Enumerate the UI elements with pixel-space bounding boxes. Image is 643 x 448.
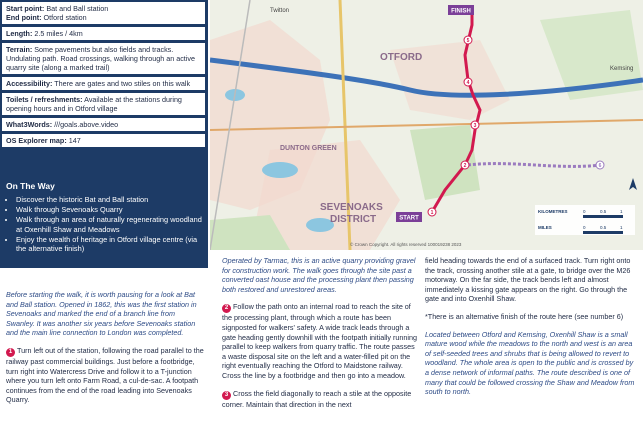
scale-bar	[535, 205, 635, 235]
place-label: DUNTON GREEN	[280, 145, 337, 152]
column-1	[6, 290, 204, 413]
svg-text:KILOMETRES: KILOMETRES	[538, 209, 568, 214]
station-intro: Before starting the walk, it is worth pausing for a look at Bat and Ball station. Opened in 1862, this was the first station in Sevenoaks and marked the end of a branch line from Swanley. It was another six years before Sevenoaks station and the main line connection to London was completed.	[6, 290, 197, 338]
on-the-way-title: On The Way	[6, 181, 55, 191]
step-number-badge: 3	[222, 391, 231, 400]
step-1: 1 Turn left out of the station, following the road parallel to the railway past commercial buildings. Just before a footbridge, turn right into Watercress Drive and follow it to a T-junction where you turn left onto Farm Road, a cul-de-sac. A footpath continues from the end of the road leading into Sevenoaks Quarry.	[6, 345, 204, 405]
quarry-intro: Operated by Tarmac, this is an active quarry providing gravel for construction work. The walk goes through the site past a converted oast house and the processing plant then passing both restored and unrestored areas.	[222, 256, 416, 294]
step-number-badge: 1	[6, 348, 15, 357]
finish-badge	[448, 5, 474, 15]
lake	[262, 162, 298, 178]
waypoint-marker[interactable]	[461, 161, 469, 169]
svg-text:6: 6	[598, 163, 602, 169]
place-label: OTFORD	[380, 52, 423, 63]
svg-text:START: START	[399, 215, 419, 222]
list-item: • Walk through an area of naturally regenerating woodland at Oxenhill Shaw and Meadows	[16, 215, 204, 233]
info-panel	[0, 0, 208, 268]
place-label: SEVENOAKS	[320, 202, 383, 213]
terrain-row: Terrain: Some pavements but also fields and tracks. Undulating path. Road crossings, walking through an active quarry site (along a marked trail)	[2, 43, 205, 74]
svg-text:1: 1	[620, 225, 623, 230]
svg-text:1: 1	[620, 209, 623, 214]
svg-text:3: 3	[473, 123, 477, 129]
svg-text:0.5: 0.5	[600, 209, 607, 214]
start-badge	[396, 212, 422, 222]
place-label: DISTRICT	[330, 214, 377, 225]
svg-text:1: 1	[430, 210, 434, 216]
svg-text:0: 0	[583, 225, 586, 230]
place-label: Kemsing	[610, 66, 634, 72]
toilets-row: Toilets / refreshments: Available at the stations during opening hours and in Otford village	[2, 93, 205, 115]
map-svg	[210, 0, 643, 250]
waypoint-marker[interactable]	[428, 208, 436, 216]
list-item: • Walk through Sevenoaks Quarry	[16, 205, 204, 214]
svg-text:0: 0	[583, 209, 586, 214]
column-3	[425, 256, 637, 405]
list-item: • Enjoy the wealth of heritage in Otford village centre (via the alternative finish)	[16, 235, 204, 253]
start-point-value: Bat and Ball station	[46, 4, 109, 13]
os-map-row: OS Explorer map: 147	[2, 134, 205, 147]
place-label: Twitton	[270, 8, 290, 14]
step-number-badge: 2	[222, 304, 231, 313]
route-info	[2, 2, 205, 150]
on-the-way-list	[6, 195, 204, 253]
what3words-row: What3Words: ///goals.above.video	[2, 118, 205, 131]
step-3: 3 Cross the field diagonally to reach a stile at the opposite corner. Maintain that direction in the next	[222, 388, 412, 409]
waypoint-marker[interactable]	[464, 36, 472, 44]
oxenhill-intro: Located between Otford and Kemsing, Oxenhill Shaw is a small mature wood while the meadows to the north and west is an area of self-seeded trees and shrubs that is being allowed to revert to woodland. The whole area is open to the public and is crossed by a dense network of informal paths. The route described is one of many that could be followed crossing the Shaw and Meadow from south to north.	[425, 329, 635, 397]
end-point-value: Otford station	[43, 13, 87, 22]
svg-text:2: 2	[463, 163, 467, 169]
route-map[interactable]	[210, 0, 643, 250]
column-2	[222, 256, 418, 417]
svg-text:4: 4	[466, 80, 470, 86]
on-the-way	[6, 181, 204, 254]
step-3-continued: field heading towards the end of a surfaced track. Turn right onto the track, crossing another stile at a gate, to bridge over the M26 motorway. On the far side, the track bends left and almost immediately a kissing gate appears on the right. Go through the gate and into Oxenhill Shaw.	[425, 256, 631, 304]
start-point-row: Start point: Bat and Ball station End point: Otford station	[2, 2, 205, 24]
waypoint-marker[interactable]	[471, 121, 479, 129]
svg-text:0.5: 0.5	[600, 225, 607, 230]
alternative-finish-note: *There is an alternative finish of the route here (see number 6)	[425, 311, 624, 321]
accessibility-row: Accessibility: There are gates and two stiles on this walk	[2, 77, 205, 90]
map-copyright: © Crown Copyright. All rights reserved 100019238 2023	[350, 242, 462, 247]
list-item: • Discover the historic Bat and Ball station	[16, 195, 204, 204]
svg-text:MILES: MILES	[538, 225, 552, 230]
what3words-link[interactable]: ///goals.above.video	[54, 120, 119, 129]
waypoint-marker[interactable]	[596, 161, 604, 169]
step-2: 2 Follow the path onto an internal road to reach the site of the processing plant, through which a route has been signposted for walkers' safety. A wide track leads through a gate heading gently downhill with the footpath initially running parallel to keep walkers from quarry traffic. The route passes a waste disposal site on the left and a water-filled pit on the right eventually reaching the Otford to Maidstone railway. Cross the line by a footbridge and then go into a meadow.	[222, 302, 417, 380]
waypoint-marker[interactable]	[464, 78, 472, 86]
svg-text:FINISH: FINISH	[451, 8, 471, 15]
length-row: Length: 2.5 miles / 4km	[2, 27, 205, 40]
svg-text:5: 5	[466, 38, 470, 44]
